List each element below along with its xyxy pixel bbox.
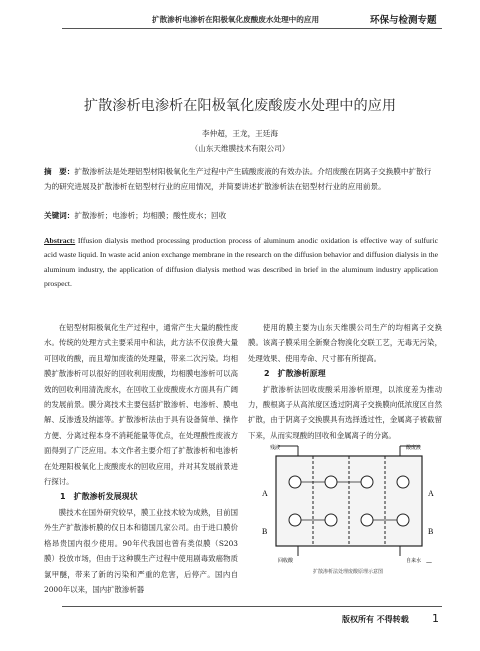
keywords-cn <box>44 210 438 221</box>
label-recovered-acid: 回收酸 <box>278 558 294 564</box>
intro-paragraph: 在铝型材阳极氧化生产过程中，通常产生大量的酸性废水。传统的处理方式主要采用中和法，此方法不仅浪费大量可回收的酸，而且增加废渣的处理量，带来二次污染。均相膜扩散渗析可以很好的回收利用废酸，均相膜电渗析可以高效的回收利用清洗废水，在回收工业废酸废水方面具有广阔的发展前景。膜分离技术主要包括扩散渗析、电渗析、膜电解、反渗透及纳滤等。扩散渗析法由于具有设备简单、操作方便、分离过程本身不消耗能量等优点，在处理酸性废液方面得到了广泛应用。本文作者主要介绍了扩散渗析和电渗析在处理阳极氧化上废酸废水的回收应用，并对其发展前景进行探讨。 <box>44 323 238 487</box>
section-2-paragraph: 扩散渗析法回收废酸采用渗析原理，以浓度差为推动力，酸根离子从高浓度区透过阴离子交换膜向低浓度区自然扩散，由于阴离子交换膜具有选择透过性，金属离子被截留下来，从而实现酸的回收和金属离子的分离。 <box>248 384 442 440</box>
footer-rule <box>62 606 442 607</box>
membrane-paragraph: 使用的膜主要为山东天维膜公司生产的均相离子交换膜。该离子膜采用全新聚合物溴化交联工艺，无毒无污染，处理效果、使用寿命、尺寸都有所提高。 <box>248 323 442 363</box>
side-label-b-left: B <box>262 527 268 536</box>
ion-circle <box>325 514 337 526</box>
authors: 李仲超，王龙，王廷海 <box>202 129 278 138</box>
section-1-paragraph: 膜技术在国外研究较早，膜工业技术较为成熟，目前国外生产扩散渗析膜的仅日本和德国几家公司。由于进口膜价格昂贵国内很少使用。90年代我国也曾有类似膜（S203膜）投放市场，但由于这种膜生产过程中使用剧毒致癌物质氯甲醚，带来了新的污染和严重的危害，后停产。国内自2000年以来，国内扩散渗析器 <box>44 507 238 594</box>
section-label: 环保与检测专题 <box>370 15 437 26</box>
side-label-a-right: A <box>428 489 434 498</box>
side-label-a-left: A <box>262 489 268 498</box>
ion-circle <box>289 476 301 488</box>
left-column <box>44 320 238 597</box>
keywords-cn-label: 关键词： <box>44 211 75 220</box>
abstract-cn-text: 扩散渗析法是处理铝型材阳极氧化生产过程中产生硫酸废液的有效办法。介绍废酸在阴离子交换膜中扩散行为的研究进展及扩散渗析在铝型材行业的应用情况，并简要讲述扩散渗析法在铝型材行业的应用前景。 <box>44 167 432 191</box>
diffusion-dialysis-figure <box>258 442 438 580</box>
article-title: 扩散渗析电渗析在阳极氧化废酸废水处理中的应用 <box>83 98 397 114</box>
running-title: 扩散渗析电渗析在阳极氧化废酸废水处理中的应用 <box>152 15 320 24</box>
side-label-b-right: B <box>428 527 434 536</box>
figure-dash: — <box>426 559 432 566</box>
label-residue: 残液 <box>270 445 281 451</box>
keywords-cn-text: 扩散渗析；电渗析；均相膜；酸性废水；回收 <box>74 211 227 220</box>
label-tap-water: 自来水 <box>406 558 422 564</box>
ion-circle <box>289 514 301 526</box>
page-number: 1 <box>432 612 439 625</box>
ion-circle <box>397 514 409 526</box>
ion-circle <box>325 476 337 488</box>
header-rule <box>62 28 442 29</box>
section-2-heading: 2 扩散渗析原理 <box>264 369 326 379</box>
affiliation: （山东天维膜技术有限公司） <box>190 144 290 153</box>
label-waste-acid: 酸废液 <box>406 445 422 451</box>
abstract-cn-label: 摘 要： <box>44 167 75 176</box>
ion-circle <box>397 476 409 488</box>
section-1-heading: 1 扩散渗析发展现状 <box>60 492 138 502</box>
right-column <box>248 320 442 443</box>
figure-caption: 扩散渗析法处理废酸原理示意图 <box>312 569 383 575</box>
abstract-en-text: Iffusion dialysis method processing production process of aluminum anodic oxidation is effective way of sulfuric acid waste liquid. In waste acid anion exchange membrane in the research on the diffusion behavior and diffusion dialysis in the aluminum industry, the application of diffusion dialysis method was described in brief in the aluminum industry application prospect. <box>44 236 439 289</box>
ion-circle <box>361 514 373 526</box>
copyright-notice: 版权所有 不得转载 <box>342 614 409 624</box>
ion-circle <box>361 476 373 488</box>
abstract-cn <box>44 164 438 194</box>
dialysis-diagram <box>258 442 438 568</box>
abstract-en-label: Abstract: <box>44 236 76 245</box>
abstract-en <box>44 234 438 292</box>
running-header <box>0 0 480 52</box>
